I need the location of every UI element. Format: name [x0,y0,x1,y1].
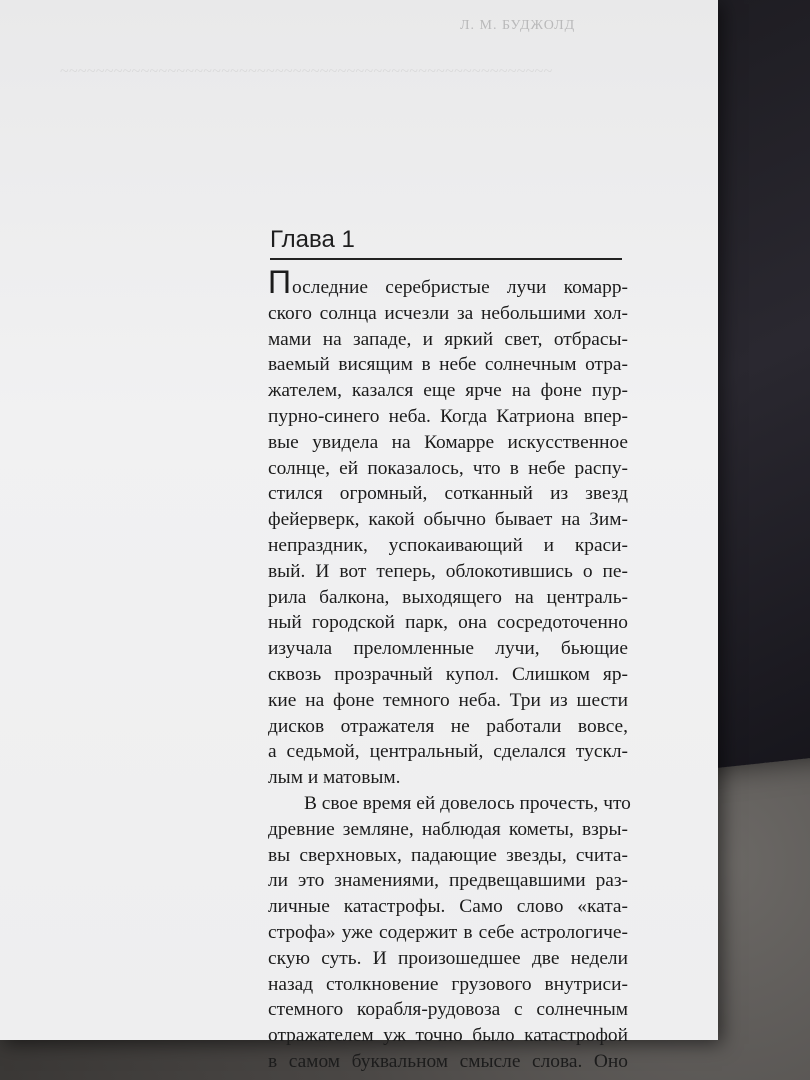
paragraph-1-line-1: Последние серебристые лучи комарр- [268,264,628,300]
paragraph-1-line: а седьмой, центральный, сделался тускл- [268,741,628,763]
paragraph-2-line: в самом буквальном смысле слова. Оно [268,1050,628,1072]
show-through-header: Л. М. БУДЖОЛД [460,18,576,33]
paragraph-1-line: стился огромный, сотканный из звезд [268,483,628,505]
body-text [268,264,631,1075]
chapter-title: Глава 1 [270,226,355,253]
paragraph-1-line: солнце, ей показалось, что в небе распу- [268,457,628,479]
paragraph-1-line: ный городской парк, она сосредоточенно [268,612,628,634]
paragraph-2-line: личные катастрофы. Само слово «ката- [268,896,628,918]
paragraph-1-line: ского солнца исчезли за небольшими хол- [268,302,628,324]
paragraph-1-line: ваемый висящим в небе солнечным отра- [268,354,628,376]
paragraph-1-line: вый. И вот теперь, облокотившись о пе- [268,560,628,582]
paragraph-2-line: стемного корабля-рудовоза с солнечным [268,999,628,1021]
paragraph-2-line: ли это знамениями, предвещавшими раз- [268,870,628,892]
chapter-heading [270,226,622,260]
paragraph-1-line: рила балкона, выходящего на централь- [268,586,628,608]
paragraph-1-line: сквозь прозрачный купол. Слишком яр- [268,663,628,685]
paragraph-1-line: жателем, казался еще ярче на фоне пур- [268,380,628,402]
paragraph-2-line: древние земляне, наблюдая кометы, взры- [268,818,628,840]
drop-cap: П [268,264,291,300]
paragraph-1-line: дисков отражателя не работали вовсе, [268,715,628,737]
paragraph-1-line: мами на западе, и яркий свет, отбрасы- [268,328,628,350]
paragraph-1-line: фейерверк, какой обычно бывает на Зим- [268,509,628,531]
paragraph-2-line: скую суть. И произошедшее две недели [268,947,628,969]
show-through-text: ~~~~~~~~~~~~~~~~~~~~~~~~~~~~~~~~~~~~~~~~~~~~~~~~~~~~~~~ [60,63,553,80]
paragraph-1-line: пурно-синего неба. Когда Катриона впер- [268,405,628,427]
paragraph-2-line: отражателем уж точно было катастрофой [268,1025,628,1047]
paragraph-1-line: кие на фоне темного неба. Три из шести [268,689,628,711]
paragraph-2-line: назад столкновение грузового внутриси- [268,973,628,995]
paragraph-2-line: вы сверхновых, падающие звезды, счита- [268,844,628,866]
paragraph-1-line: вые увидела на Комарре искусственное [268,431,628,453]
paragraph-1-line: лым и матовым. [268,767,401,789]
paragraph-2-line: В свое время ей довелось прочесть, что [304,792,631,814]
paragraph-1-line: изучала преломленные лучи, бьющие [268,638,628,660]
paragraph-2-line: строфа» уже содержит в себе астрологиче- [268,921,628,943]
paragraph-1-line: непраздник, успокаивающий и краси- [268,534,628,556]
